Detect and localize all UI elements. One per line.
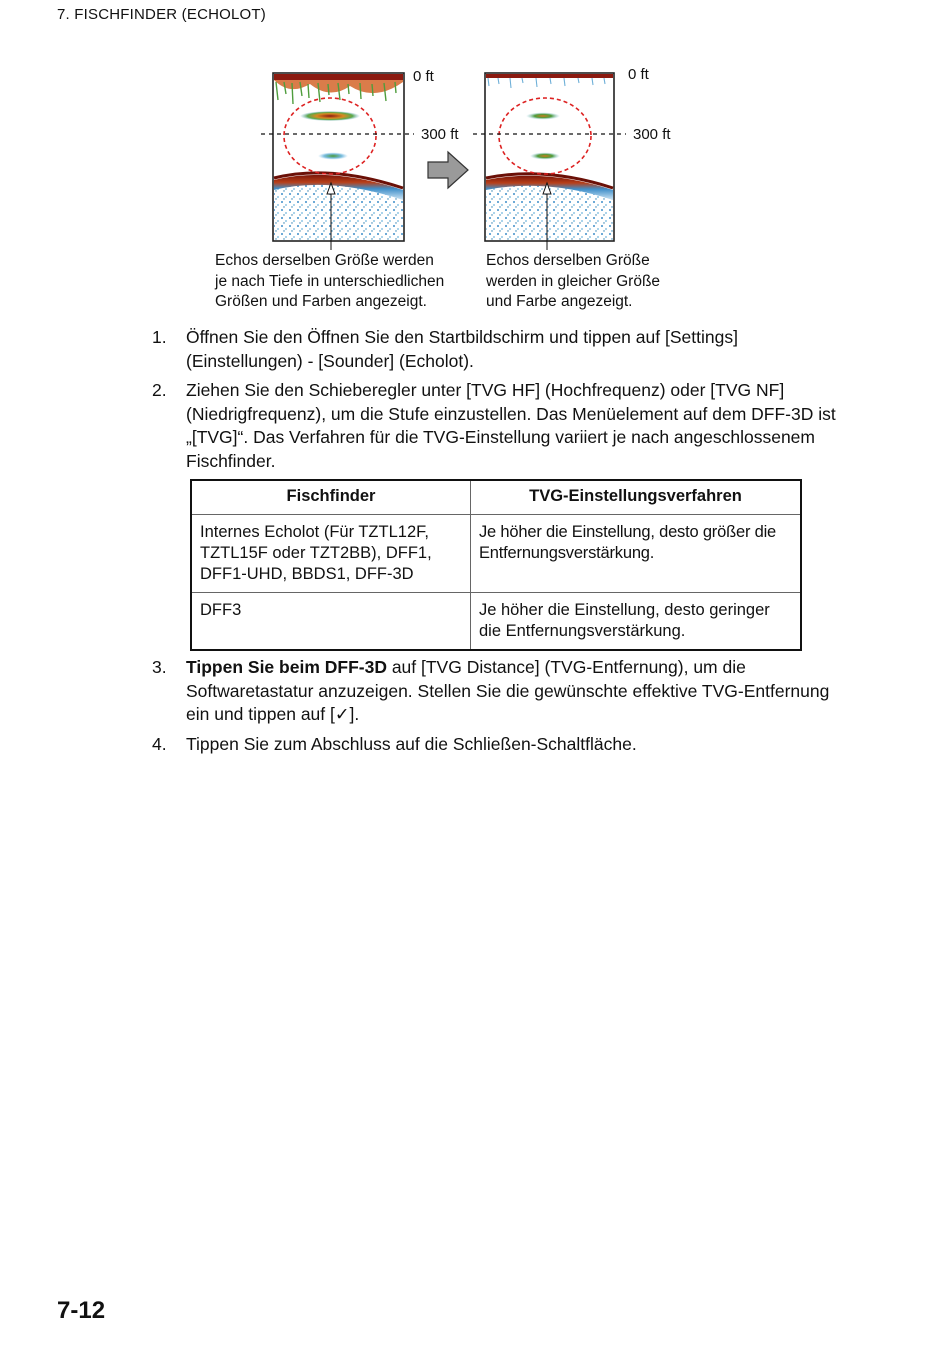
- left-depth-0ft: 0 ft: [413, 68, 434, 85]
- procedure-steps: [152, 326, 842, 762]
- table-cell: Internes Echolot (Für TZTL12F, TZTL15F oder TZT2BB), DFF1, DFF1-UHD, BBDS1, DFF-3D: [191, 515, 471, 593]
- right-depth-300ft: 300 ft: [633, 126, 671, 143]
- left-depth-300ft: 300 ft: [421, 126, 459, 143]
- list-item: 3. Tippen Sie beim DFF-3D auf [TVG Distance] (TVG-Entfernung), um die Softwaretastatur anzuzeigen. Stellen Sie die gewünschte effektive TVG-Entfernung ein und tippen auf [✓].: [152, 657, 830, 724]
- table-header-row: [191, 480, 801, 515]
- list-item: 1. Öffnen Sie den Öffnen Sie den Startbildschirm und tippen auf [Settings] (Einstellungen) - [Sounder] (Echolot).: [152, 327, 738, 371]
- list-item: 2. Ziehen Sie den Schieberegler unter [TVG HF] (Hochfrequenz) oder [TVG NF] (Niedrigfrequenz), um die Stufe einzustellen. Das Menüelement auf dem DFF-3D ist „[TVG]“. Das Verfahren für die TVG-Einstellung variiert je nach angeschlossenem Fischfinder.: [152, 380, 836, 471]
- right-echogram: [485, 73, 614, 241]
- table-cell: Je höher die Einstellung, desto geringer die Entfernungsverstärkung.: [471, 593, 802, 651]
- echo-illustration: [0, 0, 950, 320]
- column-header: TVG-Einstellungsverfahren: [471, 480, 802, 515]
- left-caption: Echos derselben Größe werden je nach Tiefe in unterschiedlichen Größen und Farben angezeigt.: [215, 252, 445, 310]
- page-number: 7-12: [57, 1297, 106, 1324]
- table-cell: Je höher die Einstellung, desto größer die Entfernungsverstärkung.: [471, 515, 802, 593]
- table-row: [191, 515, 801, 593]
- right-depth-0ft: 0 ft: [628, 66, 649, 83]
- table-row: [191, 593, 801, 651]
- right-caption: Echos derselben Größe werden in gleicher Größe und Farbe angezeigt.: [486, 252, 661, 310]
- tvg-comparison-figure: [0, 0, 950, 320]
- arrow-icon: [428, 152, 468, 188]
- tvg-table: [190, 479, 802, 651]
- list-item: 4. Tippen Sie zum Abschluss auf die Schließen-Schaltfläche.: [152, 733, 637, 754]
- column-header: Fischfinder: [191, 480, 471, 515]
- table-cell: DFF3: [191, 593, 471, 651]
- running-header: 7. FISCHFINDER (ECHOLOT): [57, 6, 266, 23]
